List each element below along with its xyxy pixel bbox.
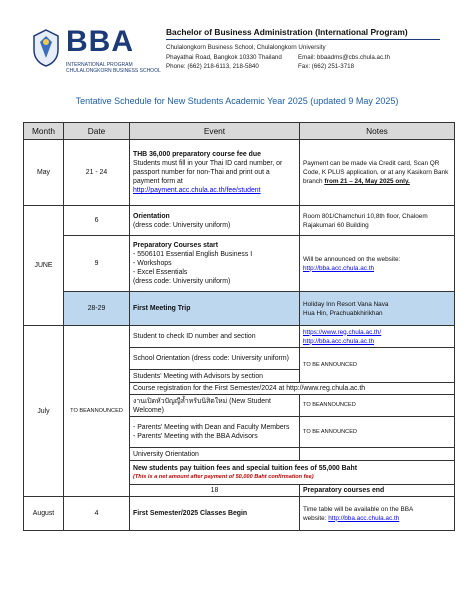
event-cell: Student to check ID number and section: [130, 326, 300, 348]
notes-deadline: from 21 – 24, May 2025 only.: [324, 178, 410, 185]
date-cell: 18: [130, 485, 300, 497]
notes-cell: [300, 236, 455, 292]
chula-shield-icon: [30, 28, 62, 68]
logo-subtitle: [66, 62, 161, 74]
month-cell: JUNE: [24, 206, 64, 326]
event-cell: [130, 236, 300, 292]
date-cell: 28-29: [64, 292, 130, 326]
notes-cell: TO BE ANNOUNCED: [300, 417, 455, 448]
bba-website-link[interactable]: http://bba.acc.chula.ac.th: [303, 264, 375, 272]
table-header-row: [24, 123, 455, 140]
col-date: Date: [64, 123, 130, 140]
event-line: (dress code: University uniform): [133, 278, 231, 285]
document-title: Tentative Schedule for New Students Academic Year 2025 (updated 9 May 2025): [75, 96, 399, 106]
date-cell: 9: [64, 236, 130, 292]
date-cell: 6: [64, 206, 130, 236]
event-line: - Parents' Meeting with Dean and Faculty Members: [133, 424, 290, 431]
notes-cell: [300, 292, 455, 326]
event-cell: Students' Meeting with Advisors by section: [130, 370, 300, 383]
notes-cell: [300, 448, 455, 461]
notes-label: website:: [303, 514, 327, 522]
event-cell: [130, 206, 300, 236]
bba-website-link[interactable]: http://bba.acc.chula.ac.th: [303, 337, 375, 345]
notes-text: Will be announced on the website:: [303, 255, 401, 263]
table-row-june-28: [24, 292, 455, 326]
payment-link[interactable]: http://payment.acc.chula.ac.th/fee/student: [133, 187, 261, 194]
reg-link[interactable]: https://www.reg.chula.ac.th/: [303, 328, 382, 336]
date-cell: 21 - 24: [64, 140, 130, 206]
event-cell: First Semester/2025 Classes Begin: [130, 497, 300, 531]
program-title: Bachelor of Business Administration (International Program): [166, 27, 408, 37]
tuition-notice: New students pay tuition fees and special tuition fees of 55,000 Baht: [133, 464, 357, 472]
month-cell: July: [24, 326, 64, 497]
notes-cell: TO BEANNOUNCED: [300, 395, 455, 417]
header-rule: [166, 39, 440, 40]
event-title: Orientation: [133, 212, 170, 220]
bba-logo: [30, 22, 160, 94]
notes-line: Hua Hin, Prachuabkhirikhan: [303, 309, 383, 317]
event-cell: First Meeting Trip: [130, 292, 300, 326]
schedule-table: [23, 122, 455, 531]
event-cell: School Orientation (dress code: University uniform): [130, 348, 300, 370]
month-cell: May: [24, 140, 64, 206]
event-cell: [130, 417, 300, 448]
notes-line: Holiday Inn Resort Vana Nava: [303, 300, 389, 308]
logo-sub-line-1: INTERNATIONAL PROGRAM: [66, 62, 133, 68]
event-line: - Workshops: [133, 260, 172, 267]
table-row-june-6: [24, 206, 455, 236]
event-cell: University Orientation: [130, 448, 300, 461]
event-text: (dress code: University uniform): [133, 221, 231, 229]
bba-website-link[interactable]: http://bba.acc.chula.ac.th: [328, 514, 400, 522]
notes-cell: [300, 326, 455, 348]
notes-cell: Room 801/Chamchuri 10,8th floor, Chaloem Rajakumari 60 Building: [300, 206, 455, 236]
event-line: - Excel Essentials: [133, 269, 188, 276]
table-row-august: [24, 497, 455, 531]
table-row-july-1: [24, 326, 455, 348]
event-cell: [130, 140, 300, 206]
col-event: Event: [130, 123, 300, 140]
tuition-note: (This is a net amount after payment of 50,000 Baht confirmation fee): [133, 473, 314, 480]
col-notes: Notes: [300, 123, 455, 140]
event-title: THB 36,000 preparatory course fee due: [133, 151, 261, 158]
col-month: Month: [24, 123, 64, 140]
month-cell: August: [24, 497, 64, 531]
event-cell: งานเปิดหัวปัญญีล้ำหรับนิสิตใหม่ (New Student Welcome): [130, 395, 300, 417]
event-title: Preparatory Courses start: [133, 242, 219, 249]
date-cell: 4: [64, 497, 130, 531]
notes-cell: [300, 140, 455, 206]
letterhead: [166, 26, 408, 72]
event-line: - Parents' Meeting with the BBA Advisors: [133, 433, 258, 440]
event-text: Students must fill in your Thai ID card number, or passport number for non-Thai and print out a payment form at: [133, 160, 283, 185]
notes-text: Payment can be made via Credit card, Scan QR Code, K PLUS application, or at any Kasikorn Bank branch: [303, 160, 449, 185]
notes-line: Time table will be available on the BBA: [303, 505, 414, 513]
school-name: Chulalongkorn Business School, Chulalongkorn University: [166, 44, 326, 51]
event-line: - 5506101 Essential English Business I: [133, 251, 253, 258]
event-cell: Preparatory courses end: [300, 485, 455, 497]
notes-cell: TO BE ANNOUNCED: [300, 348, 455, 383]
phone: Phone: (662) 218-6113, 218-5840: [166, 63, 259, 70]
date-cell: TO BEANNOUNCED: [64, 326, 130, 497]
notes-line: [303, 514, 451, 523]
table-row-may: [24, 140, 455, 206]
event-cell: [130, 461, 455, 485]
notes-cell: [300, 497, 455, 531]
email: Email: bbaadms@cbs.chula.ac.th: [298, 53, 390, 61]
logo-text: BBA: [66, 25, 134, 58]
address: Phayathai Road, Bangkok 10330 Thailand: [166, 53, 282, 61]
fax: Fax: (662) 251-3718: [298, 63, 355, 70]
logo-sub-line-2: CHULALONGKORN BUSINESS SCHOOL: [66, 68, 161, 74]
table-row-june-9: [24, 236, 455, 292]
event-cell: Course registration for the First Semester/2024 at http://www.reg.chula.ac.th: [130, 383, 455, 395]
